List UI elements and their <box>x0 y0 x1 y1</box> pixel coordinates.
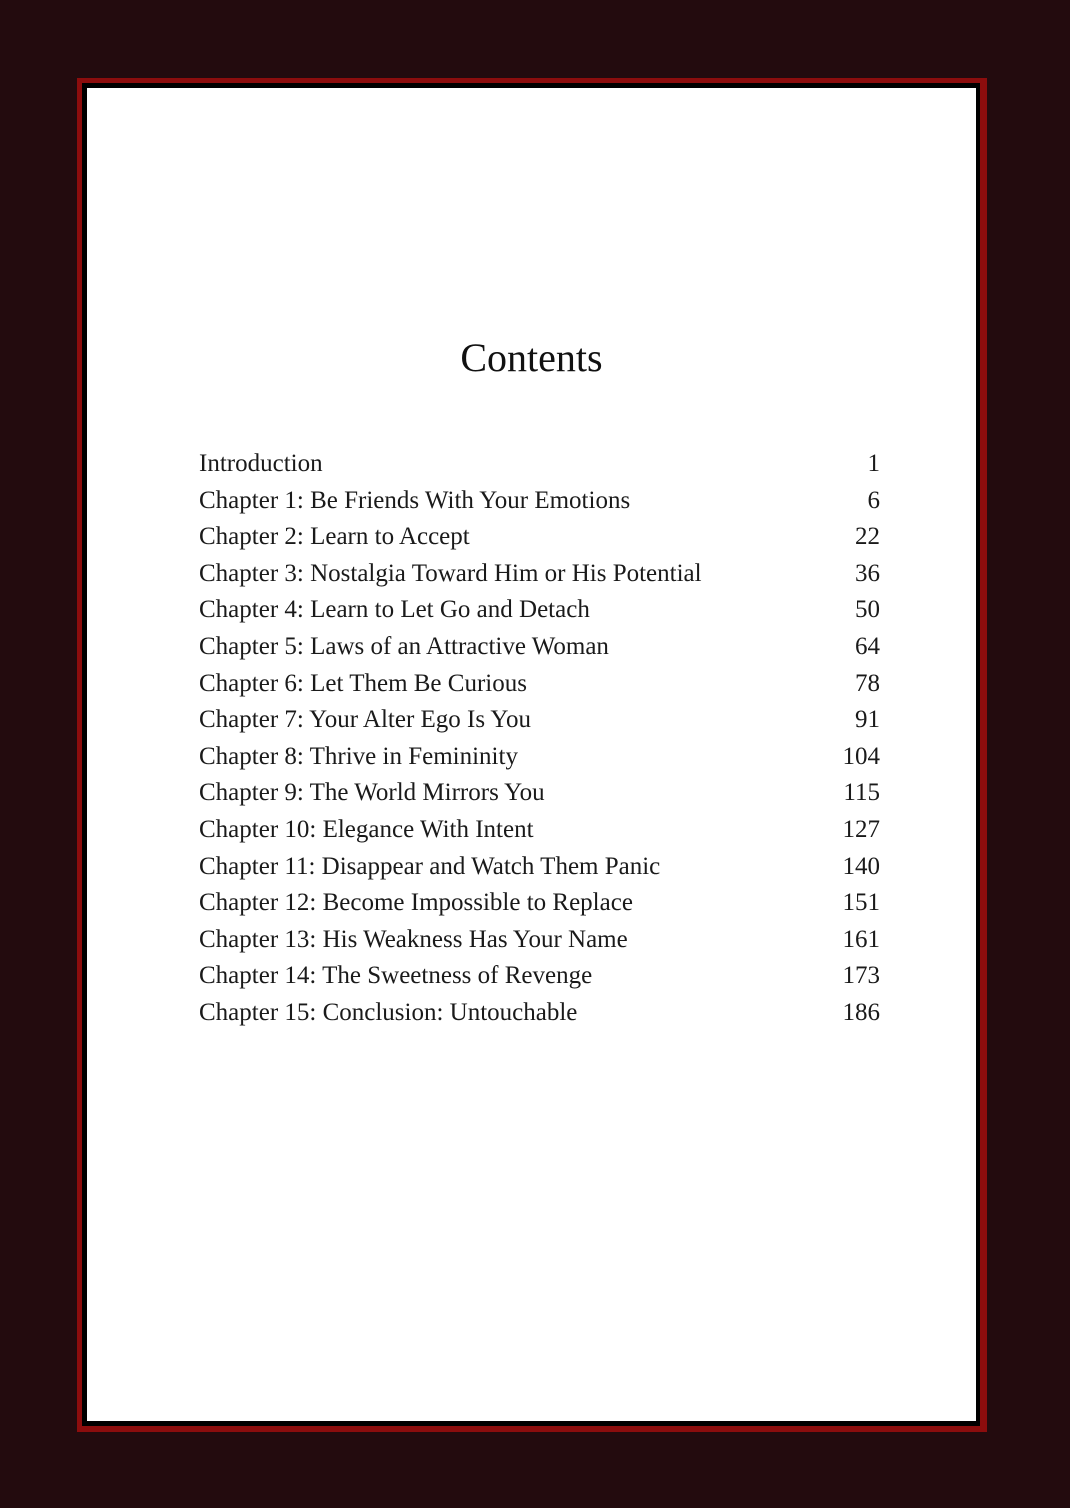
table-of-contents <box>199 446 880 1032</box>
toc-entry[interactable] <box>199 849 880 886</box>
toc-entry-page: 78 <box>855 669 880 697</box>
toc-entry-label: Chapter 11: Disappear and Watch Them Panic <box>199 852 661 880</box>
toc-entry[interactable] <box>199 995 880 1032</box>
toc-entry-page: 186 <box>842 998 880 1026</box>
toc-entry-label: Chapter 15: Conclusion: Untouchable <box>199 998 578 1026</box>
toc-entry[interactable] <box>199 592 880 629</box>
toc-entry-page: 140 <box>842 852 880 880</box>
toc-entry-page: 104 <box>842 742 880 770</box>
toc-entry-label: Chapter 3: Nostalgia Toward Him or His Potential <box>199 559 702 587</box>
toc-entry-label: Chapter 4: Learn to Let Go and Detach <box>199 596 590 624</box>
page-title: Contents <box>460 335 603 380</box>
toc-entry[interactable] <box>199 739 880 776</box>
toc-entry-page: 173 <box>842 962 880 990</box>
toc-entry-label: Chapter 12: Become Impossible to Replace <box>199 889 633 917</box>
toc-entry[interactable] <box>199 519 880 556</box>
toc-entry[interactable] <box>199 702 880 739</box>
toc-entry-page: 161 <box>842 925 880 953</box>
toc-entry-label: Chapter 14: The Sweetness of Revenge <box>199 962 593 990</box>
toc-entry-label: Introduction <box>199 450 323 477</box>
toc-entry-page: 1 <box>867 450 880 477</box>
toc-entry-page: 151 <box>842 889 880 917</box>
toc-entry-label: Chapter 7: Your Alter Ego Is You <box>199 706 531 734</box>
toc-entry-page: 50 <box>855 596 880 624</box>
toc-entry-page: 36 <box>855 559 880 587</box>
toc-entry-page: 115 <box>843 779 880 807</box>
toc-entry-label: Chapter 13: His Weakness Has Your Name <box>199 925 628 953</box>
toc-entry-label: Chapter 1: Be Friends With Your Emotions <box>199 486 631 514</box>
toc-entry[interactable] <box>199 958 880 995</box>
toc-entry-page: 6 <box>867 486 880 514</box>
toc-entry[interactable] <box>199 885 880 922</box>
toc-entry-label: Chapter 10: Elegance With Intent <box>199 815 534 843</box>
toc-entry[interactable] <box>199 812 880 849</box>
toc-entry-label: Chapter 9: The World Mirrors You <box>199 779 545 807</box>
toc-entry[interactable] <box>199 666 880 703</box>
toc-entry[interactable] <box>199 922 880 959</box>
toc-entry-label: Chapter 8: Thrive in Femininity <box>199 742 518 770</box>
toc-entry[interactable] <box>199 556 880 593</box>
toc-entry[interactable] <box>199 483 880 520</box>
toc-entry-page: 91 <box>855 706 880 734</box>
toc-entry[interactable] <box>199 775 880 812</box>
toc-entry-page: 22 <box>855 523 880 551</box>
document-page <box>87 88 976 1421</box>
toc-entry-label: Chapter 6: Let Them Be Curious <box>199 669 527 697</box>
toc-entry[interactable] <box>199 446 880 483</box>
toc-entry[interactable] <box>199 629 880 666</box>
toc-entry-page: 64 <box>855 632 880 660</box>
toc-entry-page: 127 <box>842 815 880 843</box>
toc-entry-label: Chapter 5: Laws of an Attractive Woman <box>199 632 609 660</box>
toc-entry-label: Chapter 2: Learn to Accept <box>199 523 470 551</box>
